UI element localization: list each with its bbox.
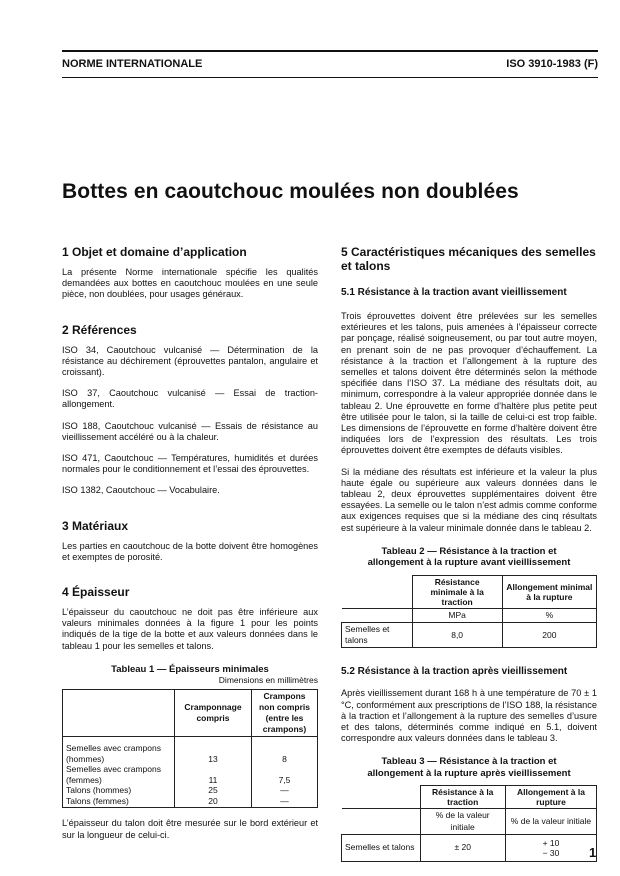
top-rule [62,50,598,52]
table-2 [341,575,597,649]
section-4-heel-note: L’épaisseur du talon doit être mesurée sur le bord extérieur et sur la longueur de celui-ci. [62,818,318,840]
page-number: 1 [589,845,597,860]
table-1 [62,689,318,809]
table-row-label: Talons (hommes) [66,785,132,796]
table-cell: 8 [282,753,287,764]
table-cell: 7,5 [278,774,291,785]
table-2-header-tensile: Résistance minimale à la traction [412,575,502,608]
reference-iso1382: ISO 1382, Caoutchouc — Vocabulaire. [62,485,220,496]
right-column [341,245,597,862]
table-cell: 200 [502,623,596,648]
section-3-heading: 3 Matériaux [62,518,129,533]
section-4-heading: 4 Épaisseur [62,585,130,600]
section-5-1-heading: 5.1 Résistance à la traction avant vieillissement [341,287,567,298]
section-2-heading: 2 Références [62,322,137,337]
table-cell: − 30 [542,847,560,858]
section-5-1-text-2: Si la médiane des résultats est inférieure et la valeur la plus haute égale ou supérieure aux valeurs données dans le tableau 2, deux éprouvettes supplémentaires doivent être essayées. La semelle ou le talon n’est admis comme conforme aux exigences requises que si la médiane des cinq résultats est supérieure à la valeur minimale donnée dans le tableau 2. [341,466,597,533]
table-cell: — [280,785,289,796]
table-cell: % [502,608,596,622]
page-header [62,58,598,72]
section-5-heading: 5 Caractéristiques mécaniques des semelles et talons [341,245,596,273]
reference-iso188: ISO 188, Caoutchouc vulcanisé — Essais de résistance au vieillissement accéléré ou à la chaleur. [62,420,318,442]
table-row-label: Semelles et talons [342,623,413,648]
left-column [62,245,318,841]
table-3-header-elongation: Allongement à la rupture [505,786,596,809]
table-3 [341,785,597,861]
header-rule [62,77,598,78]
reference-iso34: ISO 34, Caoutchouc vulcanisé — Détermination de la résistance au déchirement (éprouvettes pantalon, angulaire et croissant). [62,344,318,378]
table-1-units-note: Dimensions en millimètres [218,675,318,686]
table-2-header-elongation: Allongement minimal à la rupture [502,575,596,608]
section-1-text: La présente Norme internationale spécifie les qualités demandées aux bottes en caoutchouc moulées en une seule pièce, non doublées, pour usages généraux. [62,267,318,300]
table-3-caption: Tableau 3 — Résistance à la traction et allongement à la rupture après vieillissement [367,756,571,779]
table-cell: 8,0 [412,623,502,648]
table-1-header-without-lugs: Crampons non compris (entre les crampons) [252,689,318,737]
table-cell: 20 [208,795,218,806]
table-1-header-with-lugs: Cramponnage compris [175,689,252,737]
table-row-label: Semelles et talons [342,834,421,861]
table-cell: % de la valeur initiale [420,809,505,834]
table-cell: % de la valeur initiale [505,809,596,834]
table-cell: 11 [208,774,218,785]
section-5-2-heading: 5.2 Résistance à la traction après vieillissement [341,666,568,678]
header-right: ISO 3910-1983 (F) [506,58,598,70]
table-cell: ± 20 [420,834,505,861]
table-3-header-tensile: Résistance à la traction [420,786,505,809]
section-3-text: Les parties en caoutchouc de la botte doivent être homogènes et exemptes de porosité. [62,540,318,562]
section-5-1-text: Trois éprouvettes doivent être prélevées sur les semelles extérieures et les talons, puis amenées à l’épaisseur correcte par ponçage, réalisé soigneusement, ou par tout autre moyen, en prenant soin de ne pas provoquer d’échauffement. La résistance à la traction et l’allongement à la rupture des semelles et talons doivent être déterminés selon la méthode spécifiée dans l’ISO 37. La médiane des résultats doit, au minimum, correspondre à la valeur appropriée donnée dans le tableau 2. Une éprouvette en forme d’haltère plus petite peut être utilisée pour le talon, si la taille de celui-ci est trop faible. Les dimensions de l’éprouvette en forme d’haltère doivent être indiquées lors de l’expression des résultats. Les trois éprouvettes doivent être exemptes de défauts visibles. [341,311,597,456]
reference-iso471: ISO 471, Caoutchouc — Températures, humidités et durées normales pour le conditionnement et l’essai des éprouvettes. [62,453,318,475]
table-cell: — [280,795,289,806]
table-row-label: Semelles avec crampons (hommes) [66,743,161,764]
table-row-label: Talons (femmes) [66,795,129,806]
table-cell: 25 [208,785,218,796]
document-title: Bottes en caoutchouc moulées non doublées [62,180,519,203]
table-cell: + 10 [542,837,560,848]
header-left: NORME INTERNATIONALE [62,58,203,70]
section-5-2-text: Après vieillissement durant 168 h à une température de 70 ± 1 °C, conformément aux prescriptions de l’ISO 188, la résistance à la traction et l’allongement à la rupture des semelles d’usure et des talons, déterminés comme indiqué en 5.1, doivent correspondre aux valeurs données dans le tableau 3. [341,688,597,744]
table-2-caption: Tableau 2 — Résistance à la traction et allongement à la rupture avant vieillissement [367,545,571,569]
table-row-label: Semelles avec crampons (femmes) [66,764,161,785]
table-cell: 13 [208,753,218,764]
table-1-caption: Tableau 1 — Épaisseurs minimales [111,663,269,675]
table-cell: MPa [412,608,502,622]
section-4-text: L’épaisseur du caoutchouc ne doit pas être inférieure aux valeurs minimales données à la figure 1 pour les points indiqués de la tige de la botte et aux valeurs données dans le tableau 1 pour les semelles et talons. [62,607,318,651]
section-1-heading: 1 Objet et domaine d’application [62,245,247,259]
reference-iso37: ISO 37, Caoutchouc vulcanisé — Essai de traction-allongement. [62,388,318,410]
